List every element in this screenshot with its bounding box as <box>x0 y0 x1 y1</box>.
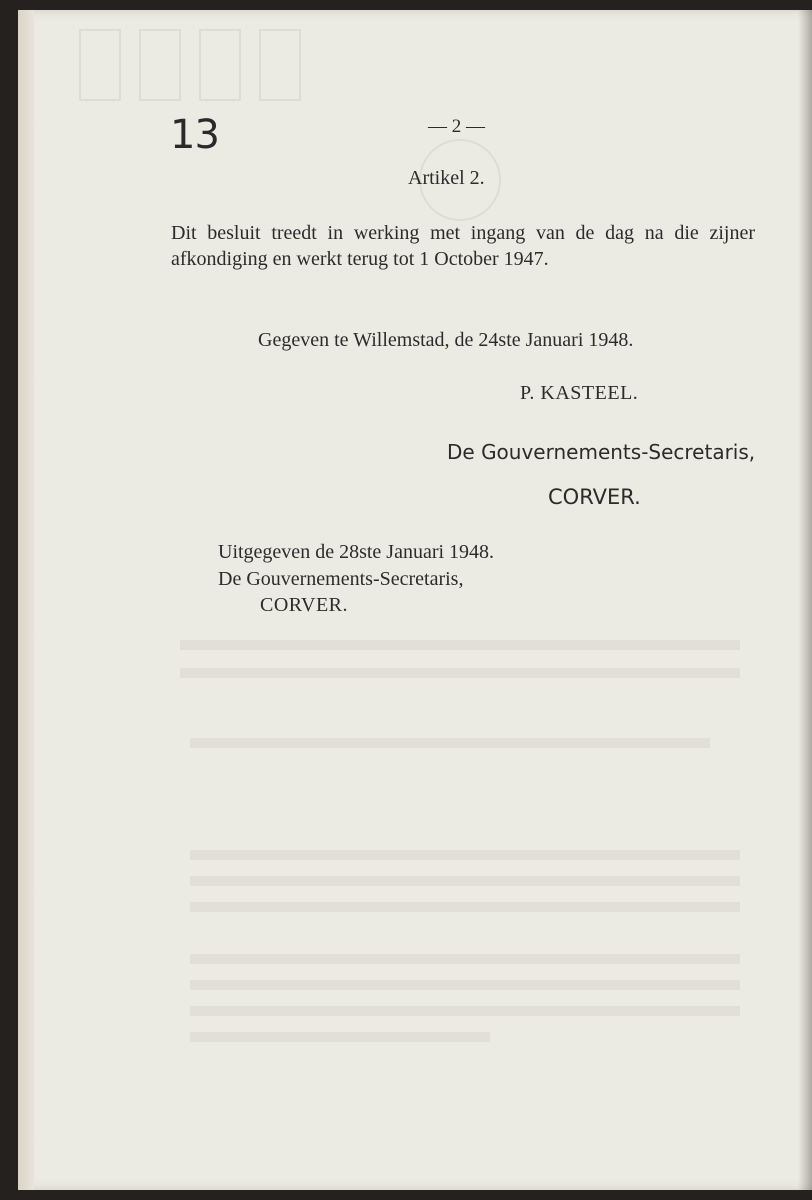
article-body-text: Dit besluit treedt in werking met ingang van de dag na die zijner afkondiging en werkt terug tot 1 October 1947. <box>171 222 755 270</box>
issued-secretary-name: CORVER. <box>260 594 349 616</box>
page-right-shadow <box>798 10 812 1190</box>
given-at-line: Gegeven te Willemstad, de 24ste Januari 1948. <box>258 329 634 351</box>
issued-secretary-title: De Gouvernements-Secretaris, <box>218 568 464 590</box>
article-heading: Artikel 2. <box>408 167 485 189</box>
page-number: 13 <box>170 112 219 158</box>
signer-name: P. KASTEEL. <box>520 382 639 404</box>
page-binding-edge <box>18 10 34 1190</box>
secretary-name: CORVER. <box>548 485 641 509</box>
secretary-title: De Gouvernements-Secretaris, <box>447 440 756 464</box>
page-marker: — 2 — <box>428 116 485 137</box>
issued-date-line: Uitgegeven de 28ste Januari 1948. <box>218 541 495 563</box>
